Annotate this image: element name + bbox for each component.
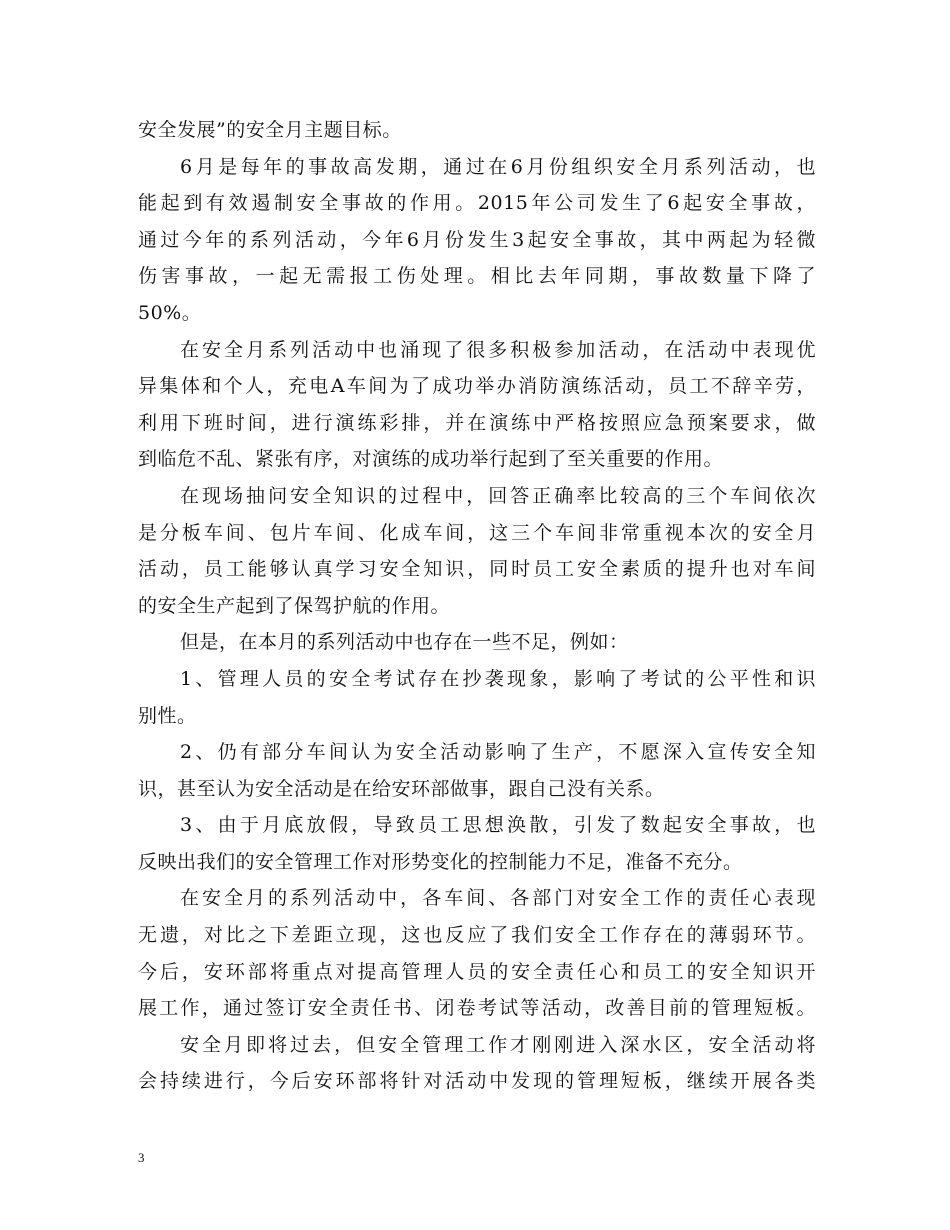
- paragraph-line: 1、管理人员的安全考试存在抄袭现象，影响了考试的公平性和识: [180, 667, 816, 690]
- page-number: 3: [138, 1150, 145, 1165]
- paragraph-line: 6月是每年的事故高发期，通过在6月份组织安全月系列活动，也: [180, 155, 816, 178]
- paragraph-line: 安全月即将过去，但安全管理工作才刚刚进入深水区，安全活动将: [180, 1033, 816, 1056]
- paragraph-line: 在现场抽问安全知识的过程中，回答正确率比较高的三个车间依次: [180, 484, 816, 507]
- paragraph-line: 无遗，对比之下差距立现，这也反应了我们安全工作存在的薄弱环节。: [138, 924, 816, 947]
- paragraph-line: 但是，在本月的系列活动中也存在一些不足，例如：: [180, 631, 629, 654]
- paragraph-line: 是分板车间、包片车间、化成车间，这三个车间非常重视本次的安全月: [138, 521, 816, 544]
- paragraph-line: 活动，员工能够认真学习安全知识，同时员工安全素质的提升也对车间: [138, 558, 816, 581]
- paragraph-line: 的安全生产起到了保驾护航的作用。: [138, 594, 451, 617]
- paragraph-line: 反映出我们的安全管理工作对形势变化的控制能力不足，准备不充分。: [138, 850, 743, 873]
- paragraph-line: 50%。: [138, 301, 202, 324]
- document-body: [138, 112, 816, 1100]
- paragraph-line: 异集体和个人，充电A车间为了成功举办消防演练活动，员工不辞辛劳，: [138, 375, 816, 398]
- paragraph-line: 通过今年的系列活动，今年6月份发生3起安全事故，其中两起为轻微: [138, 228, 816, 251]
- paragraph-line: 利用下班时间，进行演练彩排，并在演练中严格按照应急预案要求，做: [138, 411, 816, 434]
- paragraph-line: 能起到有效遏制安全事故的作用。2015年公司发生了6起安全事故，: [138, 192, 816, 215]
- paragraph-line: 今后，安环部将重点对提高管理人员的安全责任心和员工的安全知识开: [138, 960, 816, 983]
- paragraph-line: 别性。: [138, 704, 197, 727]
- paragraph-line: 识，甚至认为安全活动是在给安环部做事，跟自己没有关系。: [138, 777, 665, 800]
- paragraph-line: 在安全月系列活动中也涌现了很多积极参加活动，在活动中表现优: [180, 338, 816, 361]
- paragraph-line: 到临危不乱、紧张有序，对演练的成功举行起到了至关重要的作用。: [138, 448, 724, 471]
- paragraph-line: 3、由于月底放假，导致员工思想涣散，引发了数起安全事故，也: [180, 814, 816, 837]
- paragraph-line: 安全发展”的安全月主题目标。: [138, 119, 402, 141]
- paragraph-line: 展工作，通过签订安全责任书、闭卷考试等活动，改善目前的管理短板。: [138, 997, 816, 1020]
- paragraph-line: 2、仍有部分车间认为安全活动影响了生产，不愿深入宣传安全知: [180, 741, 816, 764]
- paragraph-line: 会持续进行，今后安环部将针对活动中发现的管理短板，继续开展各类: [138, 1070, 816, 1093]
- paragraph-line: 伤害事故，一起无需报工伤处理。相比去年同期，事故数量下降了: [138, 265, 816, 288]
- paragraph-line: 在安全月的系列活动中，各车间、各部门对安全工作的责任心表现: [180, 887, 816, 910]
